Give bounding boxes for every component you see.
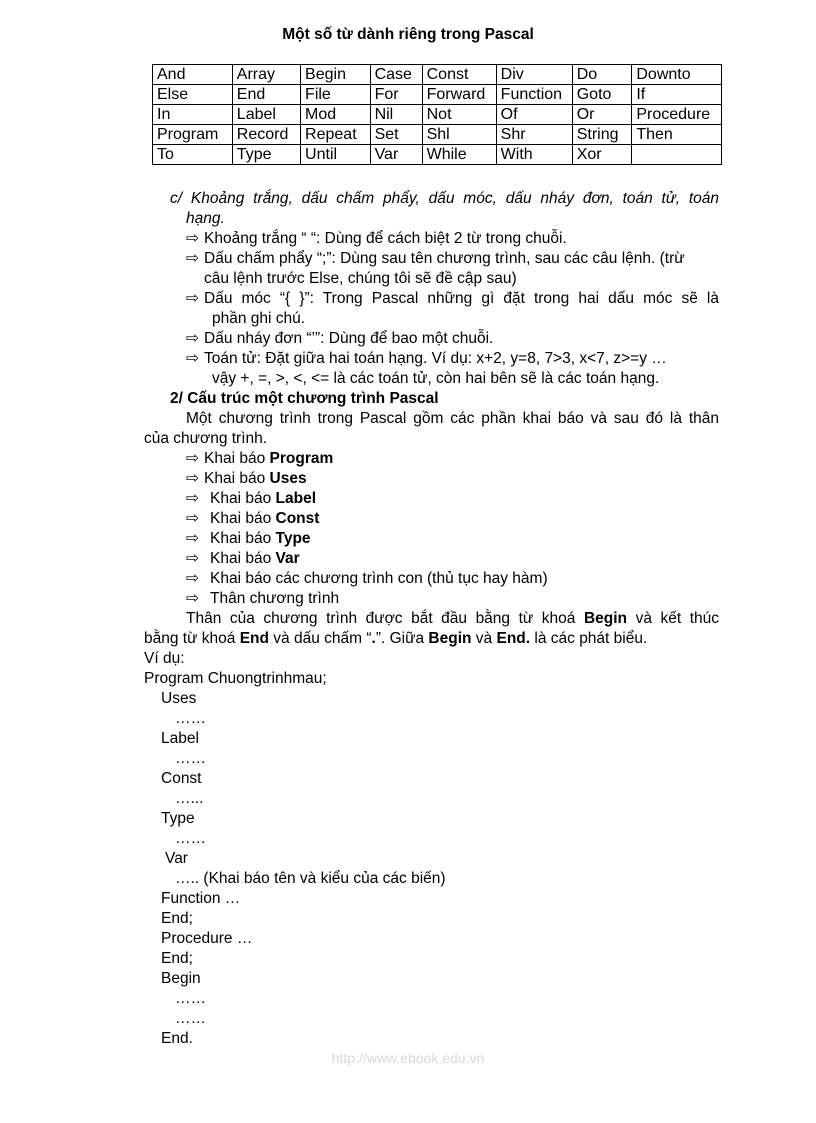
decl-const: ⇨ Khai báo Const [186,510,320,527]
arrow-right-icon: ⇨ [186,290,199,307]
table-cell: For [370,85,422,105]
bullet-brace: ⇨ Dấu móc “{ }”: Trong Pascal những gì đặt trong hai dấu móc sẽ là [186,290,719,307]
section-2-intro-cont: của chương trình. [144,430,268,447]
bullet-operator: ⇨ Toán tử: Đặt giữa hai toán hạng. Ví dụ: x+2, y=8, 7>3, x<7, z>=y … [186,350,667,367]
table-cell: Function [496,85,572,105]
code-line: Function … [161,890,241,907]
arrow-right-icon: ⇨ [186,590,199,607]
table-cell: Of [496,105,572,125]
footer-url: http://www.ebook.edu.vn [331,1050,485,1066]
section-c-heading-cont: hạng. [186,210,225,227]
bullet-brace-cont: phần ghi chú. [212,310,306,327]
table-cell: Div [496,65,572,85]
table-cell: Not [422,105,496,125]
table-cell: Procedure [632,105,722,125]
bullet-quote: ⇨ Dấu nháy đơn “’”: Dùng để bao một chuỗi. [186,330,494,347]
code-line: Uses [161,690,197,707]
table-cell: Else [153,85,233,105]
decl-type: ⇨ Khai báo Type [186,530,311,547]
table-cell: While [422,145,496,165]
code-line: Var [165,850,188,867]
table-cell: Shr [496,125,572,145]
code-line: Label [161,730,199,747]
arrow-right-icon: ⇨ [186,350,199,367]
table-row [153,85,722,105]
code-line: …… [175,830,206,847]
table-row [153,65,722,85]
code-line: …… [175,1010,206,1027]
table-cell: Do [572,65,632,85]
decl-subprograms: ⇨ Khai báo các chương trình con (thủ tục hay hàm) [186,570,548,587]
table-cell: String [572,125,632,145]
arrow-right-icon: ⇨ [186,550,199,567]
table-cell [632,145,722,165]
code-line: End; [161,910,193,927]
arrow-right-icon: ⇨ [186,510,199,527]
arrow-right-icon: ⇨ [186,490,199,507]
bullet-semicolon: ⇨ Dấu chấm phẩy “;”: Dùng sau tên chương trình, sau các câu lệnh. (trừ [186,250,685,267]
arrow-right-icon: ⇨ [186,330,199,347]
bullet-operator-cont: vậy +, =, >, <, <= là các toán tử, còn hai bên sẽ là các toán hạng. [212,370,660,387]
arrow-right-icon: ⇨ [186,570,199,587]
decl-var: ⇨ Khai báo Var [186,550,300,567]
table-cell: Repeat [301,125,371,145]
code-line: End; [161,950,193,967]
bullet-space: ⇨ Khoảng trắng “ “: Dùng để cách biệt 2 từ trong chuỗi. [186,230,567,247]
code-line: Program Chuongtrinhmau; [144,670,327,687]
table-cell: Xor [572,145,632,165]
arrow-right-icon: ⇨ [186,230,199,247]
arrow-right-icon: ⇨ [186,470,199,487]
table-cell: Program [153,125,233,145]
table-cell: Set [370,125,422,145]
table-cell: Then [632,125,722,145]
code-line: Procedure … [161,930,253,947]
bullet-semicolon-cont: câu lệnh trước Else, chúng tôi sẽ đề cập sau) [204,270,517,287]
code-line: Type [161,810,195,827]
table-cell: Until [301,145,371,165]
table-cell: If [632,85,722,105]
table-cell: File [301,85,371,105]
decl-body: ⇨ Thân chương trình [186,590,340,607]
code-line: …… [175,710,206,727]
section-2-intro: Một chương trình trong Pascal gồm các phần khai báo và sau đó là thân [186,410,719,427]
table-cell: Begin [301,65,371,85]
code-line: Const [161,770,202,787]
table-cell: In [153,105,233,125]
table-cell: And [153,65,233,85]
section-c-heading: c/ Khoảng trắng, dấu chấm phẩy, dấu móc, dấu nháy đơn, toán tử, toán [170,190,719,207]
code-line: …… [175,750,206,767]
code-line: ….. (Khai báo tên và kiểu của các biến) [175,870,446,887]
page-title: Một số từ dành riêng trong Pascal [282,26,534,43]
decl-uses: ⇨ Khai báo Uses [186,470,307,487]
arrow-right-icon: ⇨ [186,530,199,547]
table-row [153,125,722,145]
table-cell: Downto [632,65,722,85]
table-cell: To [153,145,233,165]
example-label: Ví dụ: [144,650,185,667]
code-line: …… [175,990,206,1007]
body-paragraph-line-2: bằng từ khoá End và dấu chấm “.”. Giữa Begin và End. là các phát biểu. [144,630,648,647]
code-line: Begin [161,970,201,987]
decl-label: ⇨ Khai báo Label [186,490,316,507]
code-line: …... [175,790,204,807]
table-cell: Forward [422,85,496,105]
table-row [153,145,722,165]
decl-program: ⇨ Khai báo Program [186,450,334,467]
table-cell: With [496,145,572,165]
table-cell: Shl [422,125,496,145]
table-cell: Goto [572,85,632,105]
table-cell: End [232,85,300,105]
reserved-words-table [152,64,722,165]
arrow-right-icon: ⇨ [186,250,199,267]
table-cell: Label [232,105,300,125]
table-cell: Var [370,145,422,165]
arrow-right-icon: ⇨ [186,450,199,467]
table-cell: Type [232,145,300,165]
body-paragraph-line-1: Thân của chương trình được bắt đầu bằng từ khoá Begin và kết thúc [186,610,719,627]
table-cell: Case [370,65,422,85]
table-cell: Mod [301,105,371,125]
table-row [153,105,722,125]
section-2-heading: 2/ Cấu trúc một chương trình Pascal [170,390,439,407]
table-cell: Or [572,105,632,125]
table-cell: Record [232,125,300,145]
table-cell: Nil [370,105,422,125]
table-cell: Const [422,65,496,85]
code-line: End. [161,1030,193,1047]
table-cell: Array [232,65,300,85]
